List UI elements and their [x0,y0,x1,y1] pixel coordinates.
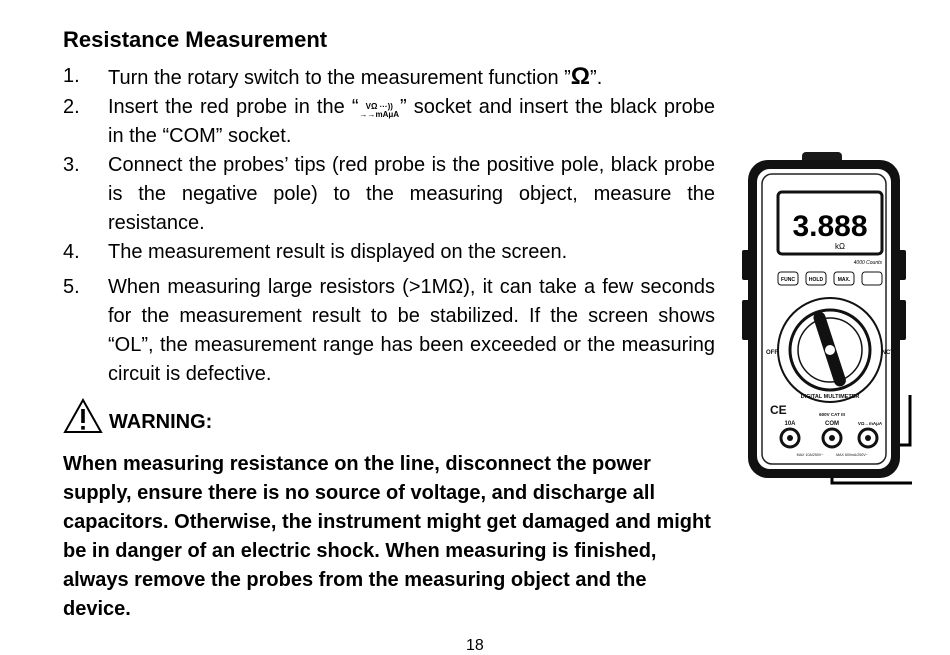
socket-label-com: COM [825,421,839,427]
max-button-label: MAX. [837,277,851,283]
step-2 [63,93,715,151]
hold-button-label: HOLD [808,277,824,283]
page-number: 18 [466,637,484,654]
step-text: Connect the probes’ tips (red probe is the positive pole, black probe is the negative pole) to the measuring object, measure the resistance. [108,154,715,234]
ce-mark: CE [770,403,787,417]
step-4 [63,238,715,267]
light-button [862,272,882,285]
step-text: Turn the rotary switch to the measurement function ”Ω”. [108,63,603,90]
steps-list [63,62,715,389]
step-text: The measurement result is displayed on the screen. [108,241,568,263]
step-text: Insert the red probe in the “ VΩ ···)) →→mAμA ” socket and insert the black probe in the “COM” socket. [108,96,715,147]
warning-label: WARNING: [109,411,213,433]
step-text: When measuring large resistors (>1MΩ), it can take a few seconds for the measurement result to be stabilized. If the screen shows “OL”, the measurement range has been exceeded or the measuring circuit is defective. [108,276,715,385]
ncv-label: NCV [881,350,895,356]
warning-text: When measuring resistance on the line, disconnect the power supply, ensure there is no source of voltage, and discharge all capacitors. Otherwise, the instrument might get damaged and might be in danger of an electric shock. When measuring is finished, always remove the probes from the measuring object and the device. [63,453,711,620]
dial-brand-text: DIGITAL MULTIMETER [800,394,860,400]
off-label: OFF [766,350,778,356]
warning-triangle-icon [63,398,103,434]
fuse-label-10a: MAX 10A/250V~ [796,453,824,457]
step-5 [63,273,715,389]
counts-label: 4000 Counts [853,260,882,266]
section-title: Resistance Measurement [63,27,328,52]
socket-label-vohm: VΩ→mAμA [857,421,883,426]
display-unit: kΩ [835,242,845,251]
step-number: 4. [63,241,80,263]
socket-label-10a: 10A [784,421,796,427]
step-number: 1. [63,65,80,87]
step-number: 5. [63,276,80,298]
multimeter-illustration [740,150,920,490]
step-number: 2. [63,96,80,118]
ohm-symbol: Ω [570,63,591,90]
display-value: 3.888 [792,210,868,243]
step-1 [63,62,715,93]
step-3 [63,151,715,238]
cat-rating: 600V CAT III [819,412,845,417]
fuse-label-ma: MAX 600mA/250V~ [836,453,868,457]
warning-heading [63,398,212,434]
step-number: 3. [63,154,80,176]
socket-symbol-icon: VΩ ···)) →→mAμA [359,102,400,119]
func-button-label: FUNC [781,277,795,283]
